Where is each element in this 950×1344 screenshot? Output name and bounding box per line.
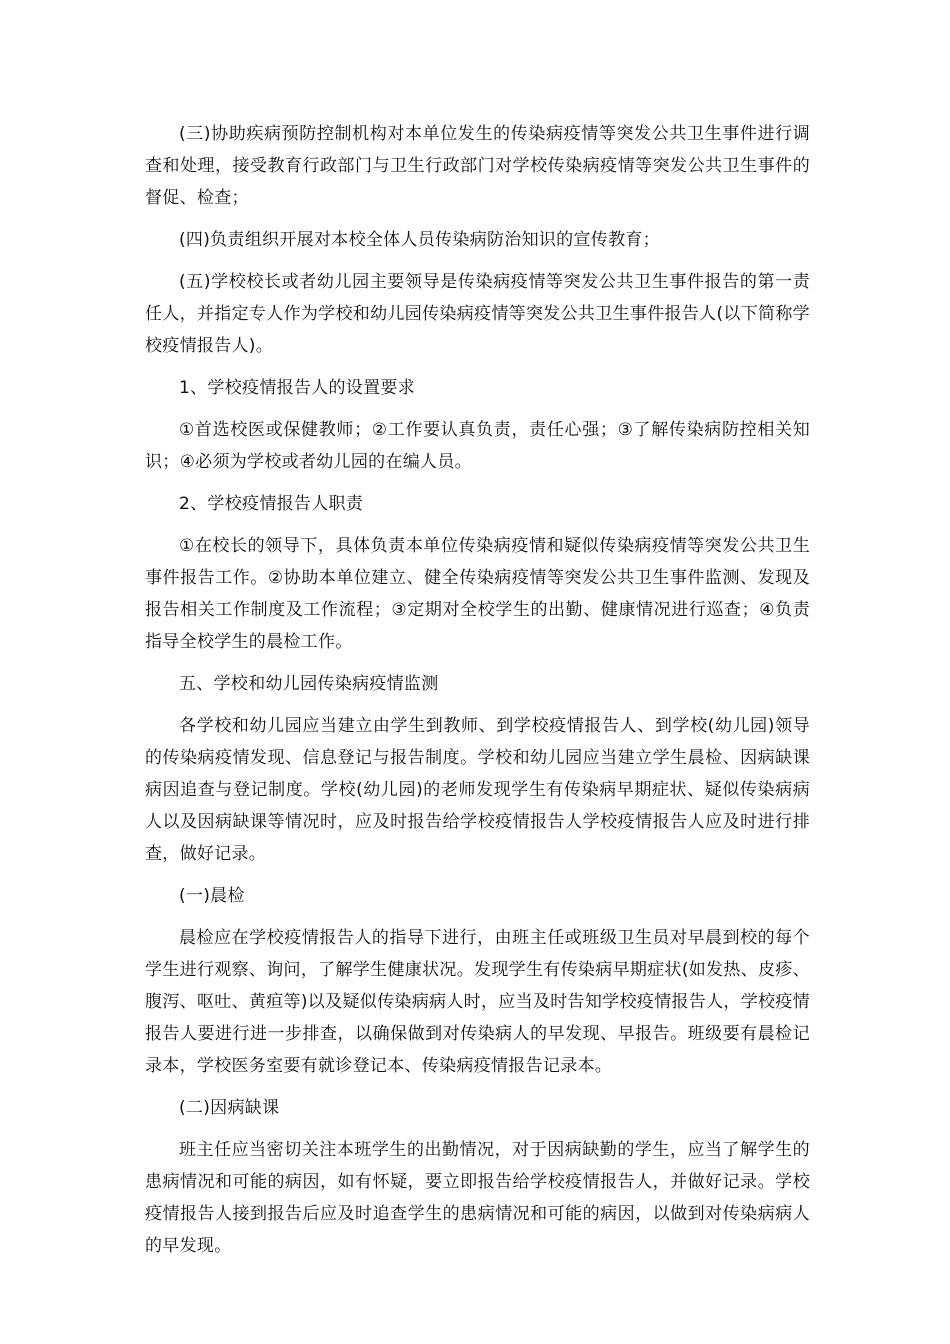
subheading-reporter-requirements: 1、学校疫情报告人的设置要求 [179,378,416,398]
subheading-sick-absence: (二)因病缺课 [179,1098,280,1118]
paragraph-item-5-responsible-person: (五)学校校长或者幼儿园主要领导是传染病疫情等突发公共卫生事件报告的第一责任人，并指定专人作为学校和幼儿园传染病疫情等突发公共卫生事件报告人(以下简称学校疫情报告人)。 [145,272,810,356]
paragraph-reporter-duties: ①在校长的领导下，具体负责本单位传染病疫情和疑似传染病疫情等突发公共卫生事件报告工作。②协助本单位建立、健全传染病疫情等突发公共卫生事件监测、发现及报告相关工作制度及工作流程；③定期对全校学生的出勤、健康情况进行巡查；④负责指导全校学生的晨检工作。 [145,536,810,652]
document-body [145,118,810,1272]
subheading-morning-check: (一)晨检 [179,886,245,906]
paragraph-item-3-assist-investigation: (三)协助疾病预防控制机构对本单位发生的传染病疫情等突发公共卫生事件进行调查和处理，接受教育行政部门与卫生行政部门对学校传染病疫情等突发公共卫生事件的督促、检查； [145,124,810,208]
subheading-reporter-duties: 2、学校疫情报告人职责 [179,494,364,514]
paragraph-reporter-requirements: ①首选校医或保健教师；②工作要认真负责，责任心强；③了解传染病防控相关知识；④必须为学校或者幼儿园的在编人员。 [145,420,810,472]
paragraph-morning-check: 晨检应在学校疫情报告人的指导下进行，由班主任或班级卫生员对早晨到校的每个学生进行观察、询问，了解学生健康状况。发现学生有传染病早期症状(如发热、皮疹、腹泻、呕吐、黄疸等)以及疑似传染病病人时，应当及时告知学校疫情报告人，学校疫情报告人要进行进一步排查，以确保做到对传染病人的早发现、早报告。班级要有晨检记录本，学校医务室要有就诊登记本、传染病疫情报告记录本。 [145,928,810,1076]
paragraph-item-4-education: (四)负责组织开展对本校全体人员传染病防治知识的宣传教育； [179,230,660,250]
paragraph-monitoring: 各学校和幼儿园应当建立由学生到教师、到学校疫情报告人、到学校(幼儿园)领导的传染病疫情发现、信息登记与报告制度。学校和幼儿园应当建立学生晨检、因病缺课病因追查与登记制度。学校(幼儿园)的老师发现学生有传染病早期症状、疑似传染病病人以及因病缺课等情况时，应及时报告给学校疫情报告人学校疫情报告人应及时进行排查，做好记录。 [145,716,810,864]
section-heading-monitoring: 五、学校和幼儿园传染病疫情监测 [179,674,439,694]
paragraph-sick-absence: 班主任应当密切关注本班学生的出勤情况，对于因病缺勤的学生，应当了解学生的患病情况和可能的病因，如有怀疑，要立即报告给学校疫情报告人，并做好记录。学校疫情报告人接到报告后应及时追查学生的患病情况和可能的病因，以做到对传染病病人的早发现。 [145,1140,810,1256]
